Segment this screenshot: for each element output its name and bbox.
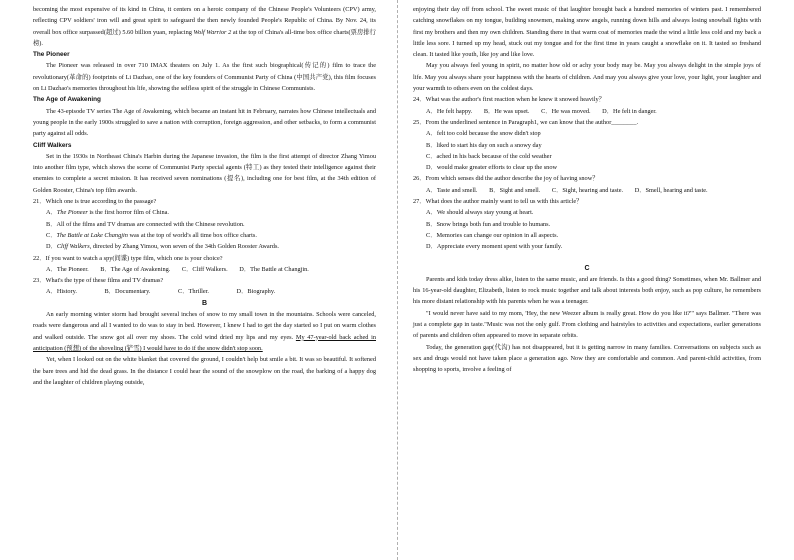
left-column xyxy=(33,4,376,388)
spacer xyxy=(413,253,761,263)
q23-option-b[interactable]: B．Documentary. xyxy=(104,288,151,296)
q23-option-c[interactable]: C．Thriller. xyxy=(178,288,209,296)
q21-option-a[interactable] xyxy=(33,207,376,218)
q26-option-a[interactable]: A．Taste and smell. xyxy=(426,186,478,194)
q24-option-d[interactable]: D．He felt in danger. xyxy=(602,107,657,115)
q21-c-title: The Battle at Lake Changjin xyxy=(56,231,128,239)
b-p1-underlined-sentence: My 47-year-old back ached in anticipation (预想) of the shoveling (铲雪) I would have to do if the snow didn't stop soon. xyxy=(33,333,376,352)
question-22: 22．If you want to watch a spy(间谍) type film, which one is your choice? xyxy=(33,254,223,262)
q26-option-c[interactable]: C．Sight, hearing and taste. xyxy=(551,186,624,194)
q23-option-a[interactable]: A．History. xyxy=(46,288,77,296)
q22-option-c[interactable]: C．Cliff Walkers. xyxy=(181,265,228,273)
q21-d-title: Cliff Walkers xyxy=(56,243,90,251)
q26-option-d[interactable]: D．Smell, hearing and taste. xyxy=(634,186,708,194)
question-23: 23．What's the type of these films and TV dramas? xyxy=(33,277,164,285)
q24-options xyxy=(413,106,761,117)
q26-option-b[interactable]: B．Sight and smell. xyxy=(489,186,541,194)
intro-text: becoming the most expensive of its kind in China, it centers on a heroic company of the Chinese People's Volunteers (CPV) army, reflecting CPV soldiers' iron will and great spirit to safeguard the then newly founded People's Republic of China. By Nov. 24, its overall box office surpassed(超过) 5.60 billion yuan, replacing xyxy=(33,6,376,36)
right-column xyxy=(413,4,761,376)
awakening-paragraph: The 43-episode TV series The Age of Awakening, which became an instant hit in February, narrates how Chinese intellectuals and young people in the early 1900s struggled to save a nation with corruption, foreign aggression, and other setbacks, to form a communist party against all odds. xyxy=(33,107,376,138)
b-paragraph-3: May you always feel young in spirit, no matter how old or achy your body may be. May you always delight in the simple joys of life. May you always share your happiness with the hearts of children. And may you always give your love, your light, your laughter and your warmth to others even on the coldest days. xyxy=(413,62,761,93)
q27-option-d[interactable]: D．Appreciate every moment spent with your family. xyxy=(426,243,563,251)
q24-option-c[interactable]: C．He was moved. xyxy=(541,107,591,115)
c-paragraph-2: "I would never have said to my mom, 'Hey, the new Weezer album is really great. How do you like it?'" says Ballmer. "There was just a complete gap in taste."Music was not the only gulf. From clothing and hairstyles to activities and expectations, earlier generations of parents and children often appeared to move in separate orbits. xyxy=(413,309,761,340)
q21-d-label: D． xyxy=(46,243,57,251)
intro-film-title: Wolf Warrior 2 xyxy=(193,28,232,36)
q23-options xyxy=(33,286,376,297)
q21-a-title: The Pioneer xyxy=(56,209,88,217)
section-b-heading: B xyxy=(201,299,208,307)
q27-option-a[interactable]: A．We should always stay young at heart. xyxy=(426,209,534,217)
q24-option-b[interactable]: B．He was upset. xyxy=(483,107,530,115)
cliff-heading: Cliff Walkers xyxy=(33,141,72,149)
b-paragraph-2-continued: enjoying their day off from school. The sweet music of that laughter brought back a hundred memories of winters past. I remembered catching snowflakes on my tongue, building snowmen, making snow angels, running down hills and always losing snowball fights with first my brothers and then my own children. Standing there in that warm coat of memories made the wind a little less cold and my back a little less sore. I turned up my head, stuck out my tongue and for the first time in years caught a snowflake on it. It tasted so freshand clean. It tasted like youth, like joy and like love. xyxy=(413,6,761,59)
q23-option-d[interactable]: D．Biography. xyxy=(236,288,276,296)
question-25: 25．From the underlined sentence in Paragraph1, we can know that the author________. xyxy=(413,118,639,126)
q22-option-b[interactable]: B．The Age of Awakening. xyxy=(100,265,171,273)
c-paragraph-3: Today, the generation gap(代沟) has not disappeared, but it is getting narrow in many families. Conversations on subjects such as sex and drugs would not have taken place a generation ago. Now they are comfortable and common. And parent-child activities, from shopping to sports, involve a feeling of xyxy=(413,343,761,374)
intro-end: at the top of China's all-time box office charts(票房排行榜). xyxy=(33,28,376,47)
pioneer-heading: The Pioneer xyxy=(33,51,70,59)
column-divider xyxy=(397,0,399,560)
q24-option-a[interactable]: A．He felt happy. xyxy=(426,107,473,115)
q21-c-label: C． xyxy=(46,231,57,239)
q26-options xyxy=(413,185,761,196)
question-26: 26．From which senses did the author describe the joy of having snow？ xyxy=(413,175,599,183)
b-paragraph-2: Yet, when I looked out on the white blanket that covered the ground, I couldn't help but smile a bit. It was so beautiful. It softened the bare trees and hid the dead grass. In the distance I could hear the sound of the snowplow on the road, the barking of a happy dog and the laughter of children playing outside, xyxy=(33,356,376,386)
q25-option-b[interactable]: B．liked to start his day on such a snowy day xyxy=(426,141,542,149)
section-c-heading: C xyxy=(584,264,590,272)
q25-option-d[interactable]: D．would make greater efforts to clear up the snow xyxy=(426,164,558,172)
q21-option-c[interactable] xyxy=(33,230,376,241)
q21-c-text: was at the top of world's all time box office charts. xyxy=(127,231,257,239)
b-p1-text: An early morning winter storm had brought several inches of snow to my small town in the mountains. Schools were canceled, roads were dangerous and all I wanted to do was to stay in bed. However, I knew I had to get the day started so I put on warm clothes and walked outside. The snow got all over my shoes. The cold wind dried my lips and my eyes. xyxy=(33,311,376,341)
question-27: 27．What does the author mainly want to tell us with this article？ xyxy=(413,198,583,206)
q22-option-d[interactable]: D．The Battle at Changjin. xyxy=(239,265,309,273)
intro-paragraph xyxy=(33,4,376,49)
q27-option-c[interactable]: C．Memories can change our opinion in all aspects. xyxy=(426,231,559,239)
q21-a-label: A． xyxy=(46,209,57,217)
q25-option-c[interactable]: C．ached in his back because of the cold weather xyxy=(426,152,552,160)
q22-options xyxy=(33,264,376,275)
q21-a-text: is the first horror film of China. xyxy=(87,209,169,217)
q21-option-b[interactable]: B．All of the films and TV dramas are connected with the Chinese revolution. xyxy=(46,220,245,228)
b-paragraph-1 xyxy=(33,309,376,354)
c-paragraph-1: Parents and kids today dress alike, listen to the same music, and are friends. Is this a good thing? Sometimes, when Mr. Ballmer and his 16-year-old daughter, Elizabeth, listen to rock music together and talk about interests both enjoy, such as pop culture, he remembers his more distant relationship with his parents when he was a teenager. xyxy=(413,275,761,306)
q21-d-text: , directed by Zhang Yimou, won seven of the 34th Golden Rooster Awards. xyxy=(89,243,279,251)
q27-option-b[interactable]: B．Snow brings both fun and trouble to humans. xyxy=(426,220,551,228)
q21-option-d[interactable] xyxy=(33,241,376,252)
question-21: 21．Which one is true according to the passage? xyxy=(33,198,157,206)
pioneer-paragraph: The Pioneer was released in over 710 IMAX theaters on July 1. As the first such biographical(传记的) film to trace the revolutionary(革命的) footprints of Li Dazhao, one of the key founders of Communist Party of China (中国共产党), this film focuses on Li Dazhao's memories throughout his life, showing the selfless spirit of the struggle in Chinese Communists. xyxy=(33,62,376,93)
q22-option-a[interactable]: A．The Pioneer. xyxy=(46,265,89,273)
awakening-heading: The Age of Awakening xyxy=(33,96,101,104)
q25-option-a[interactable]: A．felt too cold because the snow didn't stop xyxy=(426,130,541,138)
question-24: 24．What was the author's first reaction when he knew it snowed heavily？ xyxy=(413,96,605,104)
cliff-paragraph: Set in the 1930s in Northeast China's Harbin during the Japanese invasion, the film is the first attempt of director Zhang Yimou into another film type, which shows the scene of Communist Party special agents (特工) as they tested their intelligence against their enemies to complete a secret mission. It has received seven nominations (提名), including one for best film, at the 34th edition of Golden Rooster, China's top film awards. xyxy=(33,152,376,194)
